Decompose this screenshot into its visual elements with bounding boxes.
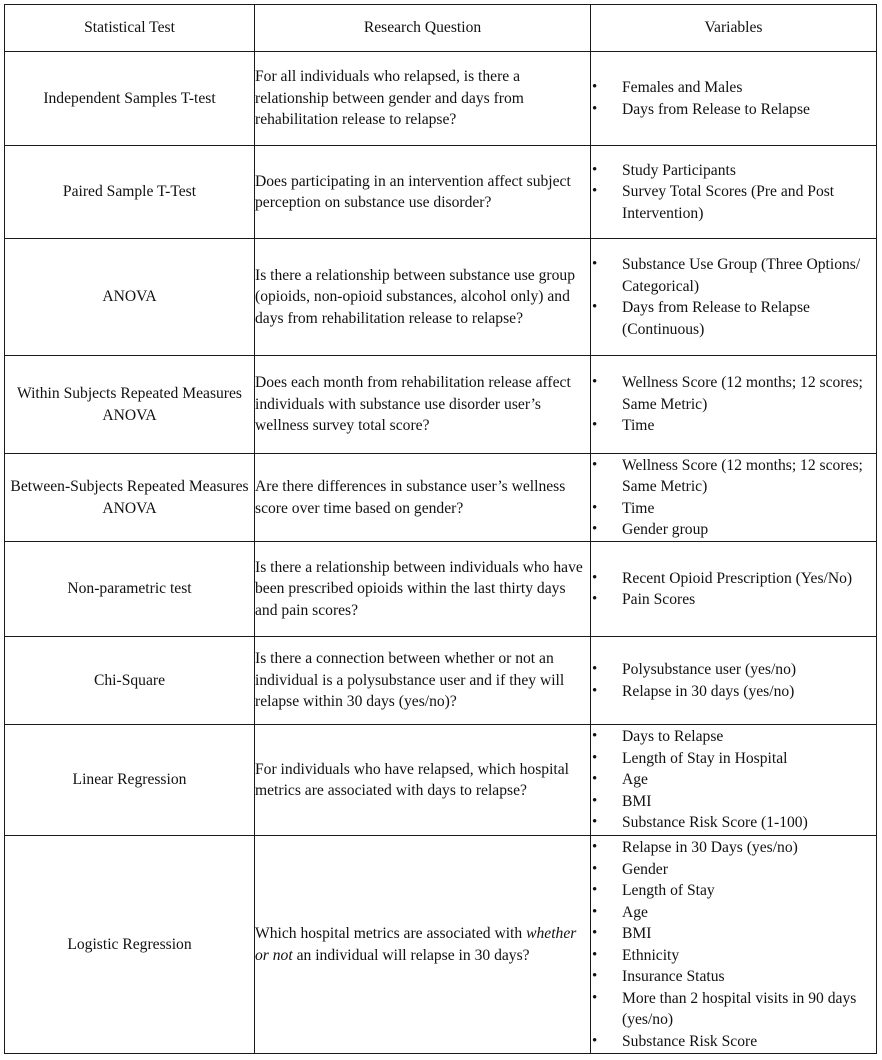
variable-item: • Time [591, 498, 876, 520]
variable-item: • Gender group [591, 519, 876, 541]
variables-list [591, 568, 876, 611]
variables-cell [591, 356, 877, 454]
header-statistical-test: Statistical Test [5, 5, 255, 52]
variable-item: • Survey Total Scores (Pre and Post Intervention) [591, 181, 876, 224]
header-variables: Variables [591, 5, 877, 52]
variables-cell [591, 239, 877, 356]
variable-item: • Substance Risk Score [591, 1031, 876, 1053]
research-question: Is there a connection between whether or not an individual is a polysubstance user and if they will relapse within 30 days (yes/no)? [255, 637, 591, 725]
variable-item: • Relapse in 30 days (yes/no) [591, 681, 876, 703]
question-emphasis: whether or not [255, 925, 577, 964]
variable-item: • Days from Release to Relapse (Continuous) [591, 297, 876, 340]
research-question: For individuals who have relapsed, which hospital metrics are associated with days to relapse? [255, 725, 591, 836]
variable-item: • Length of Stay [591, 880, 876, 902]
variables-cell [591, 52, 877, 146]
test-name: Logistic Regression [5, 836, 255, 1054]
research-question: Are there differences in substance user’s wellness score over time based on gender? [255, 454, 591, 542]
variables-cell [591, 542, 877, 637]
table-row [5, 454, 877, 542]
header-research-question: Research Question [255, 5, 591, 52]
variable-item: • Polysubstance user (yes/no) [591, 659, 876, 681]
variable-item: • Days from Release to Relapse [591, 99, 876, 121]
variable-item: • BMI [591, 923, 876, 945]
variable-item: • Age [591, 769, 876, 791]
research-question: Does participating in an intervention affect subject perception on substance use disorder? [255, 146, 591, 239]
table-row [5, 146, 877, 239]
variable-item: • Relapse in 30 Days (yes/no) [591, 837, 876, 859]
test-name: Non-parametric test [5, 542, 255, 637]
table-row [5, 725, 877, 836]
variable-item: • Time [591, 415, 876, 437]
table-row [5, 52, 877, 146]
test-name: Chi-Square [5, 637, 255, 725]
variable-item: • Recent Opioid Prescription (Yes/No) [591, 568, 876, 590]
variable-item: • Length of Stay in Hospital [591, 748, 876, 770]
research-question: Is there a relationship between individuals who have been prescribed opioids within the last thirty days and pain scores? [255, 542, 591, 637]
variable-item: • Pain Scores [591, 589, 876, 611]
variables-list [591, 659, 876, 702]
variables-list [591, 77, 876, 120]
variable-item: • Ethnicity [591, 945, 876, 967]
variables-list [591, 372, 876, 437]
variable-item: • Wellness Score (12 months; 12 scores; Same Metric) [591, 372, 876, 415]
variable-item: • Gender [591, 859, 876, 881]
test-name: ANOVA [5, 239, 255, 356]
test-name: Independent Samples T-test [5, 52, 255, 146]
research-question [255, 836, 591, 1054]
variable-item: • Substance Use Group (Three Options/ Categorical) [591, 254, 876, 297]
research-question: Is there a relationship between substance use group (opioids, non-opioid substances, alcohol only) and days from rehabilitation release to relapse? [255, 239, 591, 356]
question-text-start: Which hospital metrics are associated with [255, 925, 527, 942]
variables-cell [591, 637, 877, 725]
variable-item: • Wellness Score (12 months; 12 scores; Same Metric) [591, 455, 876, 498]
header-row [5, 5, 877, 52]
variable-item: • Substance Risk Score (1-100) [591, 812, 876, 834]
table-row [5, 356, 877, 454]
statistical-tests-table [4, 4, 877, 1054]
variables-cell [591, 725, 877, 836]
test-name: Between-Subjects Repeated Measures ANOVA [5, 454, 255, 542]
variables-list [591, 455, 876, 541]
variable-item: • Days to Relapse [591, 726, 876, 748]
test-name: Paired Sample T-Test [5, 146, 255, 239]
variable-item: • Age [591, 902, 876, 924]
variable-item: • BMI [591, 791, 876, 813]
variable-item: • Insurance Status [591, 966, 876, 988]
test-name: Linear Regression [5, 725, 255, 836]
table-row [5, 637, 877, 725]
variables-list [591, 837, 876, 1052]
variables-cell [591, 454, 877, 542]
research-question: For all individuals who relapsed, is there a relationship between gender and days from rehabilitation release to relapse? [255, 52, 591, 146]
table-row [5, 836, 877, 1054]
table-row [5, 542, 877, 637]
variables-list [591, 726, 876, 834]
question-text-end: an individual will relapse in 30 days? [292, 946, 530, 964]
variable-item: • Study Participants [591, 160, 876, 182]
research-question: Does each month from rehabilitation release affect individuals with substance use disorder user’s wellness survey total score? [255, 356, 591, 454]
variable-item: • More than 2 hospital visits in 90 days (yes/no) [591, 988, 876, 1031]
variables-list [591, 160, 876, 225]
variable-item: • Females and Males [591, 77, 876, 99]
table-row [5, 239, 877, 356]
variables-list [591, 254, 876, 340]
variables-cell [591, 836, 877, 1054]
test-name: Within Subjects Repeated Measures ANOVA [5, 356, 255, 454]
variables-cell [591, 146, 877, 239]
